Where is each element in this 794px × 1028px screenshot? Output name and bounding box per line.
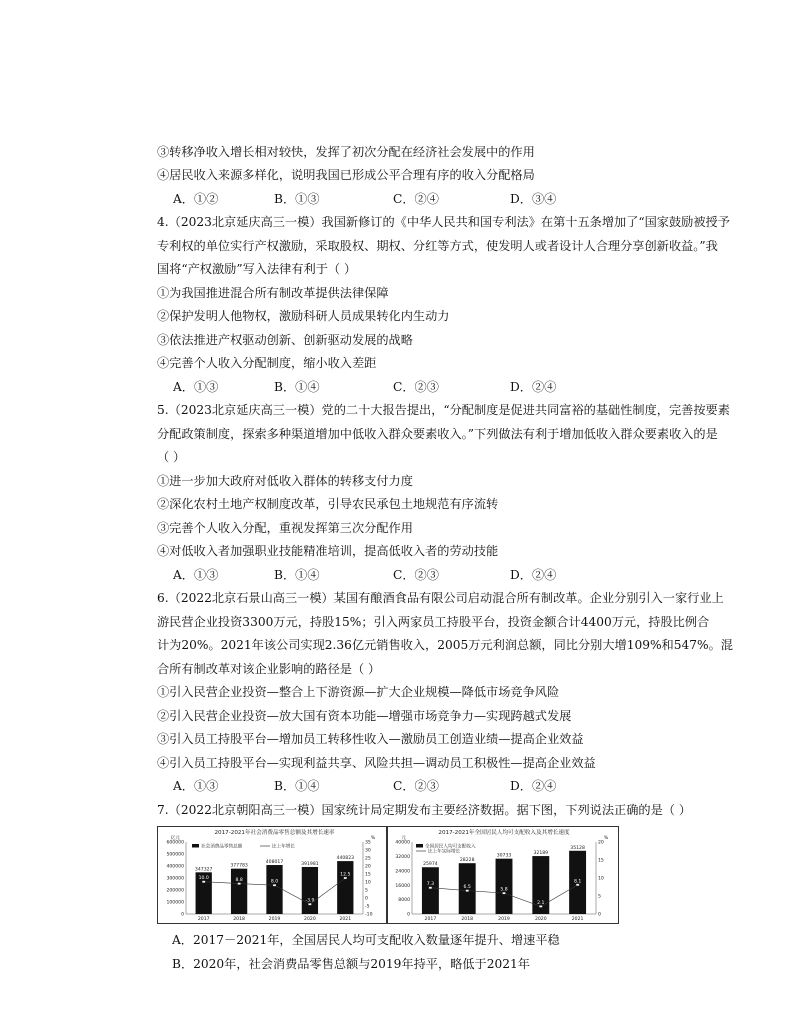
q5-stem-3: （ ） (157, 450, 186, 464)
bar-value-label: 35128 (570, 845, 585, 851)
q6-stem-1: 6.（2022北京石景山高三一模）某国有酿酒食品有限公司启动混合所有制改革。企业分别引入一家行业上 (157, 591, 724, 605)
q5-stem-1: 5.（2023北京延庆高三一模）党的二十大报告提出，“分配制度是促进共同富裕的基础性制度，完善按要素 (157, 403, 730, 417)
growth-value-label: 12.5 (340, 872, 351, 878)
option-c: C．②③ (393, 568, 439, 582)
q6-statement-1: ①引入民营企业投资—整合上下游资源—扩大企业规模—降低市场竞争风险 (157, 685, 560, 699)
legend-line-label: 比上年增长 (272, 844, 295, 850)
q6-stem-3: 计为20%。2021年该公司实现2.36亿元销售收入，2005万元利润总额，同比分别大增109%和547%。混 (157, 638, 733, 652)
right-tick-label: 35 (365, 840, 371, 846)
x-tick-label: 2017 (424, 917, 437, 922)
growth-value-label: 8.8 (235, 878, 243, 884)
right-tick-label: 5 (598, 894, 601, 900)
option-d: D．②④ (510, 568, 557, 582)
left-tick-label: 600000 (166, 840, 184, 846)
left-tick-label: 100000 (166, 900, 184, 906)
option-d: D．③④ (510, 192, 557, 206)
x-tick-label: 2020 (534, 917, 547, 922)
x-tick-label: 2020 (304, 917, 316, 922)
q4-stem-1: 4.（2023北京延庆高三一模）我国新修订的《中华人民共和国专利法》在第十五条增加了“国家鼓励被授予 (157, 215, 730, 229)
right-tick-label: 20 (365, 864, 371, 870)
bar-value-label: 440823 (336, 856, 355, 862)
q7-option-a: A．2017－2021年，全国居民人均可支配收入数量逐年提升、增速平稳 (172, 933, 560, 947)
option-c: C．②③ (393, 380, 439, 394)
growth-value-label: 6.5 (463, 885, 471, 891)
legend-bar-swatch (416, 844, 423, 848)
legend-bar-label: 社会消费品零售总额 (201, 844, 243, 850)
option-d: D．②④ (510, 779, 557, 793)
bar-value-label: 30733 (496, 853, 512, 859)
left-tick-label: 300000 (166, 876, 184, 882)
growth-value-label: 8.0 (270, 879, 279, 885)
left-tick-label: 8000 (398, 898, 410, 904)
option-d: D．②④ (510, 380, 557, 394)
q4-stem-2: 专利权的单位实行产权激励，采取股权、期权、分红等方式，使发明人或者设计人合理分享创新收益。”我 (157, 239, 718, 253)
left-tick-label: 16000 (395, 883, 410, 889)
growth-value-label: 5.8 (500, 887, 508, 893)
q6-stem-4: 合所有制改革对该企业影响的路径是（ ） (157, 662, 381, 676)
right-axis-unit: % (370, 836, 376, 841)
q5-statement-2: ②深化农村土地产权制度改革，引导农民承包土地规范有序流转 (157, 497, 499, 511)
q5-statement-1: ①进一步加大政府对低收入群体的转移支付力度 (157, 474, 413, 488)
option-c: C．②③ (393, 779, 439, 793)
left-tick-label: 400000 (166, 864, 184, 870)
growth-value-label: 2.1 (537, 900, 545, 906)
left-tick-label: 200000 (166, 888, 184, 894)
q4-statement-4: ④完善个人收入分配制度，缩小收入差距 (157, 356, 377, 370)
right-tick-label: 10 (598, 876, 604, 882)
bar (496, 859, 513, 914)
q5-statement-3: ③完善个人收入分配，重视发挥第三次分配作用 (157, 521, 413, 535)
chart-title: 2017-2021年全国居民人均可支配收入及其增长速度 (438, 830, 570, 836)
q6-statement-2: ②引入民营企业投资—放大国有资本功能—增强市场竞争力—实现跨越式发展 (157, 709, 572, 723)
q4-statement-3: ③依法推进产权驱动创新、创新驱动发展的战略 (157, 333, 413, 347)
disposable-income-chart (387, 826, 619, 924)
right-tick-label: -5 (365, 904, 370, 910)
statement-4: ④居民收入来源多样化，说明我国已形成公平合理有序的收入分配格局 (157, 168, 535, 182)
disposable-income-chart-svg (388, 827, 618, 923)
option-a: A．①② (173, 192, 219, 206)
right-tick-label: 0 (365, 896, 368, 902)
q5-statement-4: ④对低收入者加强职业技能精准培训，提高低收入者的劳动技能 (157, 544, 499, 558)
bar-value-label: 28228 (459, 858, 475, 864)
option-c: C．②④ (393, 192, 439, 206)
bar-value-label: 377783 (230, 863, 248, 869)
left-axis-unit: 元 (401, 836, 406, 841)
x-tick-label: 2019 (498, 917, 510, 922)
option-b: B．①④ (274, 380, 320, 394)
bar-value-label: 25974 (423, 862, 438, 868)
q4-statement-2: ②保护发明人他物权，激励科研人员成果转化内生动力 (157, 309, 450, 323)
right-tick-label: 5 (365, 888, 368, 894)
option-a: A．①③ (173, 568, 219, 582)
growth-value-label: 7.3 (426, 882, 435, 888)
x-tick-label: 2021 (571, 917, 584, 922)
bar (337, 861, 353, 914)
right-tick-label: 25 (365, 856, 371, 862)
q7-stem: 7.（2022北京朝阳高三一模）国家统计局定期发布主要经济数据。据下图，下列说法正确的是（ ） (157, 803, 692, 817)
option-b: B．①③ (274, 192, 320, 206)
retail-sales-chart (157, 826, 387, 924)
growth-value-label: 10.0 (198, 876, 209, 882)
legend-bar-label: 全国居民人均可支配收入 (425, 844, 476, 850)
left-tick-label: 0 (181, 912, 184, 918)
option-b: B．①④ (274, 568, 320, 582)
left-tick-label: 24000 (395, 869, 410, 875)
x-tick-label: 2018 (461, 917, 474, 922)
left-tick-label: 40000 (395, 840, 410, 846)
left-tick-label: 32000 (395, 855, 410, 860)
bar-value-label: 408017 (265, 860, 284, 866)
q6-statement-3: ③引入员工持股平台—增加员工转移性收入—激励员工创造业绩—提高企业效益 (157, 732, 584, 746)
q7-option-b: B．2020年，社会消费品零售总额与2019年持平，略低于2021年 (172, 957, 530, 971)
bar-value-label: 391981 (301, 861, 319, 867)
q6-statement-4: ④引入员工持股平台—实现利益共享、风险共担—调动员工积极性—提高企业效益 (157, 756, 596, 770)
left-tick-label: 500000 (166, 852, 184, 858)
right-tick-label: 20 (598, 840, 604, 846)
option-b: B．①④ (274, 779, 320, 793)
q6-stem-2: 游民营企业投资3300万元，持股15%；引入两家员工持股平台，投资金额合计4400万元，持股比例合 (157, 615, 710, 629)
growth-value-label: -3.9 (305, 898, 315, 904)
x-tick-label: 2018 (233, 917, 245, 922)
bar (266, 865, 282, 914)
statement-3: ③转移净收入增长相对较快，发挥了初次分配在经济社会发展中的作用 (157, 145, 535, 159)
x-tick-label: 2019 (268, 917, 281, 922)
chart-title: 2017-2021年社会消费品零售总额及其增长速率 (214, 830, 335, 836)
q4-stem-3: 国将“产权激励”写入法律有利于（ ） (157, 262, 357, 276)
bar (231, 869, 247, 914)
x-tick-label: 2021 (339, 917, 352, 922)
q5-stem-2: 分配政策制度，探索多种渠道增加中低收入群众要素收入。”下列做法有利于增加低收入群众要素收入的是 (157, 427, 718, 441)
bar (422, 867, 439, 914)
bar (302, 867, 318, 914)
right-axis-unit: % (603, 836, 609, 841)
x-tick-label: 2017 (197, 917, 210, 922)
bar-value-label: 32189 (533, 851, 549, 857)
right-tick-label: -10 (365, 912, 373, 918)
left-tick-label: 0 (407, 912, 410, 918)
q4-statement-1: ①为我国推进混合所有制改革提供法律保障 (157, 286, 389, 300)
right-tick-label: 30 (365, 848, 371, 854)
right-tick-label: 0 (598, 912, 601, 918)
right-tick-label: 15 (365, 872, 371, 878)
option-a: A．①③ (173, 779, 219, 793)
option-a: A．①③ (173, 380, 219, 394)
bar-value-label: 347327 (194, 867, 213, 873)
growth-value-label: 8.1 (573, 879, 582, 885)
right-tick-label: 15 (598, 858, 604, 864)
legend-bar-swatch (192, 844, 199, 848)
legend-line-label: 比上年实际增长 (428, 849, 461, 855)
right-tick-label: 10 (365, 880, 371, 886)
retail-sales-chart-svg (158, 827, 386, 923)
left-axis-unit: 亿元 (170, 836, 180, 841)
